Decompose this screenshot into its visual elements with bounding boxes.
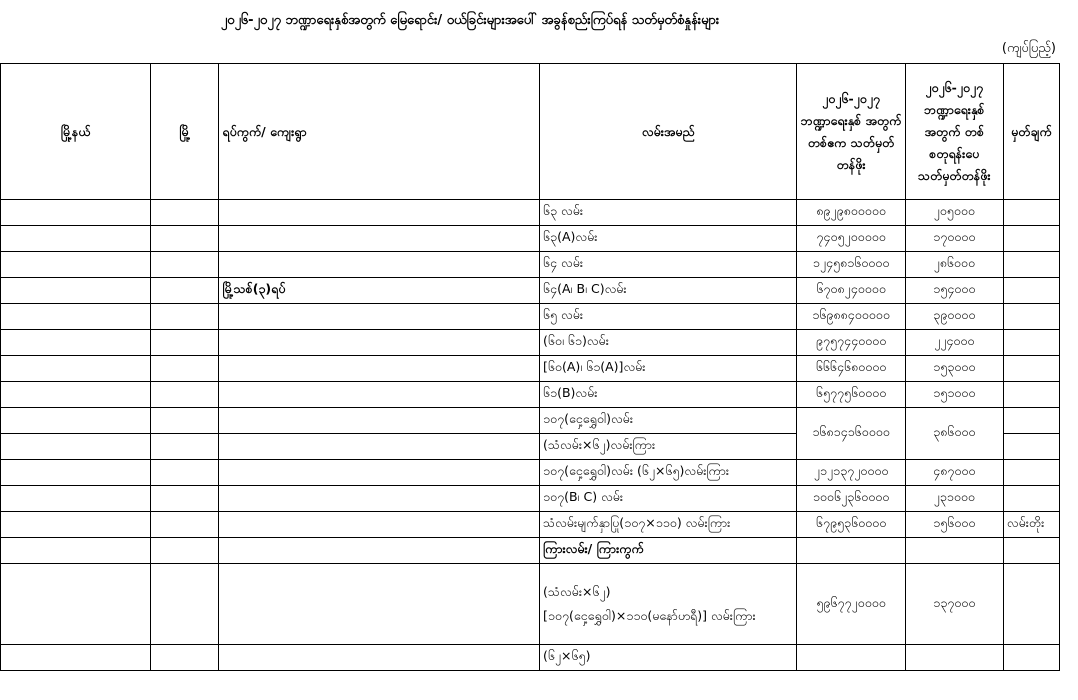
section-row (1, 538, 1060, 564)
acre-value: ၉၇၅၇၄၄၀၀၀၀ (797, 330, 905, 356)
street-cell: ၁၀၇(ငှေ့ရွှေဝါ)လမ်း (540, 408, 797, 434)
table-row (1, 278, 1060, 304)
street-cell: သံလမ်းမျက်နှာပြု(၁၀၇×၁၁၀) လမ်းကြား (540, 512, 797, 538)
table-row (1, 564, 1060, 645)
col-value-sqft: ၂၀၂၆-၂၀၂၇ ဘဏ္ဍာရေးနှစ် အတွက် တစ်စတုရန်းပေ သတ်မှတ်တန်ဖိုး (905, 64, 1003, 200)
table-row (1, 252, 1060, 278)
sqft-value: ၁၅၆၀၀၀ (905, 512, 1003, 538)
street-cell: ၆၁(B)လမ်း (540, 382, 797, 408)
street-cell: [၆၀(A)၊ ၆၁(A)]လမ်း (540, 356, 797, 382)
street-cell: ၆၄(A၊ B၊ C)လမ်း (540, 278, 797, 304)
table-row (1, 645, 1060, 671)
street-cell: ၁၀၇(ငှေ့ရွှေဝါ)လမ်း (၆၂×၆၅)လမ်းကြား (540, 460, 797, 486)
header-row (1, 64, 1060, 200)
sqft-value: ၂၃၁၀၀၀ (905, 486, 1003, 512)
street-cell: ၁၀၇(B၊ C) လမ်း (540, 486, 797, 512)
acre-value: ၇၄၀၅၂၀၀၀၀၀ (797, 226, 905, 252)
sqft-value: ၄၈၇၀၀၀ (905, 460, 1003, 486)
table-row (1, 304, 1060, 330)
acre-value: ၆၇၉၅၃၆၀၀၀၀ (797, 512, 905, 538)
street-cell: (သံလမ်း×၆၂) [၁၀၇(ငှေ့ရွှေဝါ)×၁၁၀(မနော်ဟရီ)] လမ်းကြား (540, 564, 797, 645)
acre-value: ၆၅၇၇၅၆၀၀၀၀ (797, 382, 905, 408)
table-row (1, 408, 1060, 434)
sqft-value: ၂၈၆၀၀၀ (905, 252, 1003, 278)
table-row (1, 486, 1060, 512)
street-cell: ၆၅ လမ်း (540, 304, 797, 330)
page-title: ၂၀၂၆-၂၀၂၇ ဘဏ္ဍာရေးနှစ်အတွက် မြေရောင်း/ ဝယ်ခြင်းများအပေါ် အခွန်စည်းကြပ်ရန် သတ်မှတ်စံနှုန်းများ (220, 13, 720, 28)
col-district: မြို့နယ် (1, 64, 151, 200)
table-row (1, 226, 1060, 252)
valuation-table (0, 63, 1060, 671)
table-row (1, 200, 1060, 226)
unit-label: (ကျပ်ပြည့်) (1001, 41, 1056, 56)
table-row (1, 512, 1060, 538)
sqft-value: ၃၉၀၀၀၀ (905, 304, 1003, 330)
street-cell: (၆၂×၆၅) (540, 645, 797, 671)
acre-value: ၁၀၀၆၂၃၆၀၀၀၀ (797, 486, 905, 512)
col-street: လမ်းအမည် (540, 64, 797, 200)
acre-value: ၅၉၆၇၇၂၀၀၀၀ (797, 564, 905, 645)
remark-cell: လမ်းတိုး (1003, 512, 1059, 538)
col-town: မြို့ (151, 64, 219, 200)
street-cell: (၆၀၊ ၆၁)လမ်း (540, 330, 797, 356)
acre-value: ၁၆၈၁၄၁၆၀၀၀၀ (797, 408, 905, 460)
col-ward: ရပ်ကွက်/ ကျေးရွာ (219, 64, 540, 200)
street-cell: ၆၃(A)လမ်း (540, 226, 797, 252)
acre-value: ၈၉၂၉၈၀၀၀၀၀ (797, 200, 905, 226)
sqft-value: ၃၈၆၀၀၀ (905, 408, 1003, 460)
table-row (1, 382, 1060, 408)
sqft-value: ၂၂၄၀၀၀ (905, 330, 1003, 356)
street-cell: (သံလမ်း×၆၂)လမ်းကြား (540, 434, 797, 460)
street-cell: ၆၄ လမ်း (540, 252, 797, 278)
sqft-value: ၁၇၀၀၀၀ (905, 226, 1003, 252)
ward-name: မြို့သစ်(၃)ရပ် (219, 278, 540, 304)
street-cell: ၆၃ လမ်း (540, 200, 797, 226)
acre-value: ၁၆၉၈၈၄၀၀၀၀၀ (797, 304, 905, 330)
table-row (1, 330, 1060, 356)
section-label: ကြားလမ်း/ ကြားကွက် (540, 538, 797, 564)
col-value-acre: ၂၀၂၆-၂၀၂၇ ဘဏ္ဍာရေးနှစ် အတွက် တစ်ဧက သတ်မှတ်တန်ဖိုး (797, 64, 905, 200)
table-row (1, 356, 1060, 382)
table-row (1, 460, 1060, 486)
acre-value: ၆၆၆၄၆၈၀၀၀၀ (797, 356, 905, 382)
col-remark: မှတ်ချက် (1003, 64, 1059, 200)
sqft-value: ၂၀၅၀၀၀ (905, 200, 1003, 226)
acre-value: ၂၁၂၁၃၇၂၀၀၀၀ (797, 460, 905, 486)
sqft-value: ၁၅၁၀၀၀ (905, 382, 1003, 408)
sqft-value: ၁၃၇၀၀၀ (905, 564, 1003, 645)
sqft-value: ၁၅၃၀၀၀ (905, 356, 1003, 382)
sqft-value: ၁၅၄၀၀၀ (905, 278, 1003, 304)
acre-value: ၁၂၄၅၈၁၆၀၀၀၀ (797, 252, 905, 278)
acre-value: ၆၇၀၈၂၄၀၀၀၀ (797, 278, 905, 304)
